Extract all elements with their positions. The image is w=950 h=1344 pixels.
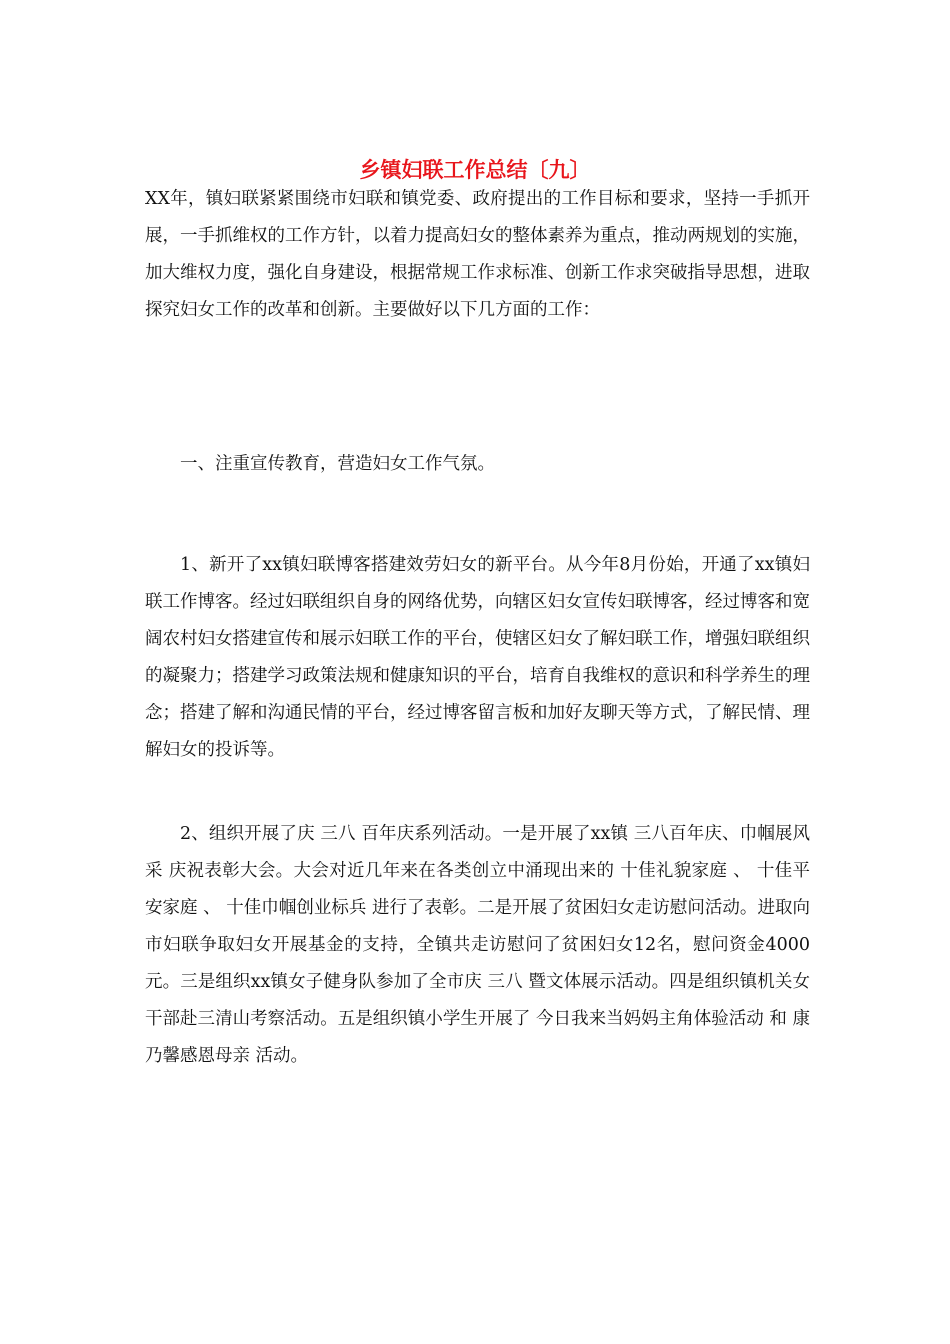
section-heading-1: 一、注重宣传教育，营造妇女工作气氛。 xyxy=(180,454,495,474)
item-paragraph-2: 2、组织开展了庆 三八 百年庆系列活动。一是开展了xx镇 三八百年庆、巾帼展风采 庆祝表彰大会。大会对近几年来在各类创立中涌现出来的 十佳礼貌家庭 、 十佳平安家庭 、 十佳巾帼创业标兵 进行了表彰。二是开展了贫困妇女走访慰问活动。进取向市妇联争取妇女开展基金的支持，全镇共走访慰问了贫困妇女12名，慰问资金4000元。三是组织xx镇女子健身队参加了全市庆 三八 暨文体展示活动。四是组织镇机关女干部赴三清山考察活动。五是组织镇小学生开展了 今日我来当妈妈主角体验活动 和 康乃馨感恩母亲 活动。 xyxy=(145,824,810,1066)
intro-paragraph: XX年，镇妇联紧紧围绕市妇联和镇党委、政府提出的工作目标和要求，坚持一手抓开展，一手抓维权的工作方针，以着力提高妇女的整体素养为重点，推动两规划的实施，加大维权力度，强化自身建设，根据常规工作求标准、创新工作求突破指导思想，进取探究妇女工作的改革和创新。主要做好以下几方面的工作： xyxy=(145,189,810,320)
item-paragraph-1: 1、新开了xx镇妇联博客搭建效劳妇女的新平台。从今年8月份始，开通了xx镇妇联工作博客。经过妇联组织自身的网络优势，向辖区妇女宣传妇联博客，经过博客和宽阔农村妇女搭建宣传和展示妇联工作的平台，使辖区妇女了解妇联工作，增强妇联组织的凝聚力；搭建学习政策法规和健康知识的平台，培育自我维权的意识和科学养生的理念；搭建了解和沟通民情的平台，经过博客留言板和加好友聊天等方式，了解民情、理解妇女的投诉等。 xyxy=(145,555,810,760)
document-title: 乡镇妇联工作总结〔九〕 xyxy=(359,158,591,182)
